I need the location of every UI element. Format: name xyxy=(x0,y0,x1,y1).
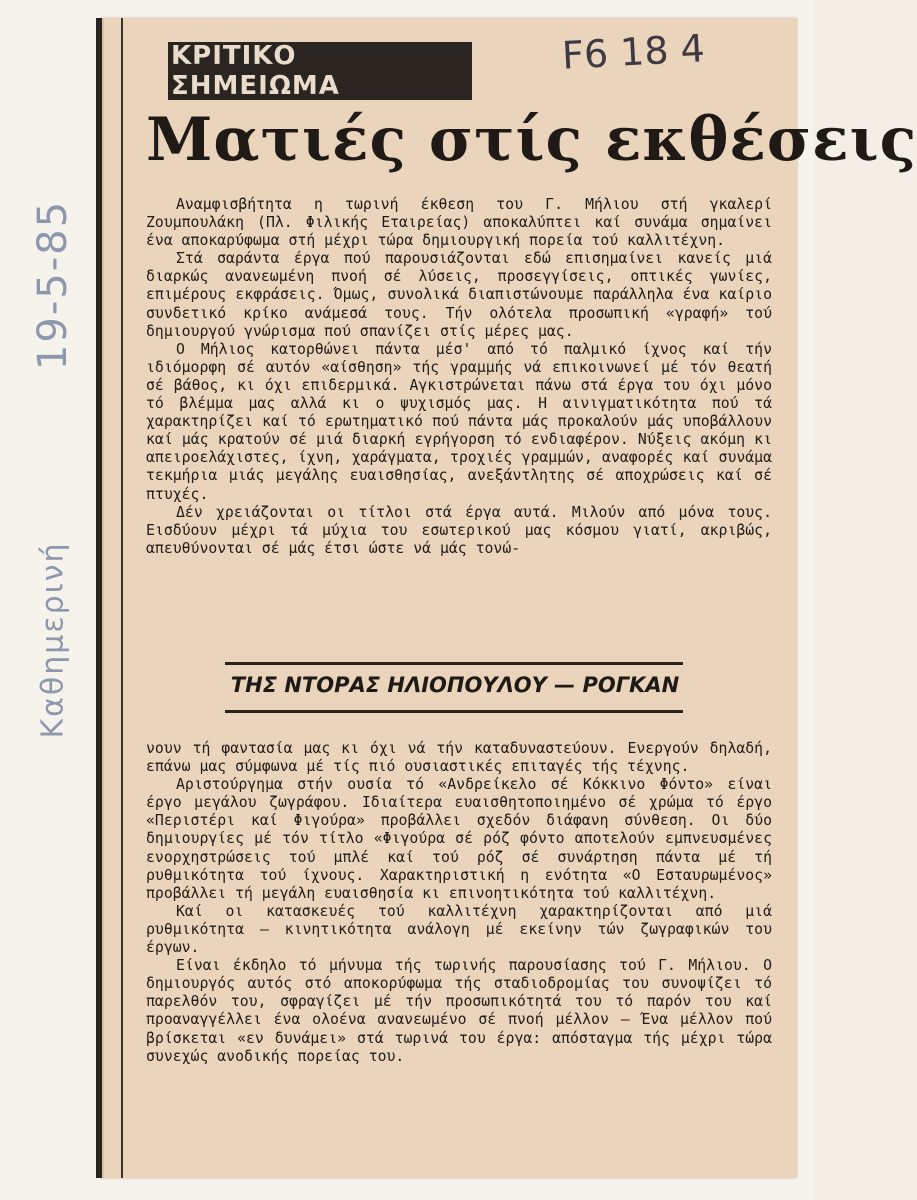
author-byline: ΤΗΣ ΝΤΟΡΑΣ ΗΛΙΟΠΟΥΛΟΥ — ΡΟΓΚΑΝ xyxy=(230,673,680,697)
paragraph: Δέν χρειάζονται οι τίτλοι στά έργα αυτά. Μιλούν από μόνα τους. Εισδύουν μέχρι τά μύχια του εσωτερικού μας κόσμου γιατί, ακριβώς, απευθύνονται σέ μάς έτσι ώστε νά μάς τονώ- xyxy=(146,503,772,557)
article-body-top xyxy=(146,196,772,558)
handwritten-annotation xyxy=(18,170,88,770)
paragraph: Αριστούργημα στήν ουσία τό «Ανδρείκελο σέ Κόκκινο Φόντο» είναι έργο μεγάλου ζωγράφου. Ιδιαίτερα ευαισθητοποιημένο σέ χρώμα τό έργο «Περιστέρι καί Φιγούρα» προβάλλει σχεδόν διάφανη σύνθεση. Οι δύο δημιουργίες μέ τόν τίτλο «Φιγούρα σέ ρόζ φόντο αποτελούν εμπνευσμένες ενορχηστρώσεις τού μπλέ καί τού ρόζ σέ συνάρτηση πάντα μέ τή ρυθμικότητα τού ίχνους. Χαρακτηριστική η ενότητα «Ο Εσταυρωμένος» προβάλλει τή μεγάλη ευαισθησία κι επινοητικότητα τού καλλιτέχνη. xyxy=(146,776,772,902)
paragraph: Είναι έκδηλο τό μήνυμα τής τωρινής παρουσίασης τού Γ. Μήλιου. Ο δημιουργός αυτός στό αποκορύφωμα τής σταδιοδρομίας του συνοψίζει τό παρελθόν του, σφραγίζει μέ τήν προσωπικότητά του τό παρόν του καί προαναγγέλλει ένα ολοένα ανανεωμένο σέ πνοή μέλλον — Ένα μέλλον πού βρίσκεται «εν δυνάμει» στά τωρινά του έργα: απόσταγμα τής μέχρι τώρα συνεχώς ανοδικής πορείας του. xyxy=(146,957,772,1065)
paragraph: Αναμφισβήτητα η τωρινή έκθεση του Γ. Μήλιου στή γκαλερί Ζουμπουλάκη (Πλ. Φιλικής Εταιρείας) αποκαλύπτει καί συνάμα σημαίνει ένα αποκαρύφωμα στή μέχρι τώρα δημιουργική πορεία τού καλλιτέχνη. xyxy=(146,196,772,250)
column-rule-inner xyxy=(121,18,123,1178)
column-rule-outer xyxy=(96,18,102,1178)
section-label-box xyxy=(168,42,472,100)
paragraph: Στά σαράντα έργα πού παρουσιάζονται εδώ επισημαίνει κανείς μιά διαρκώς ανανεωμένη πνοή σέ λύσεις, προσεγγίσεις, οπτικές γωνίες, επιμέρους εκφράσεις. Όμως, συνολικά διαπιστώνουμε παράλληλα ένα καίριο συνδετικό κρίκο ανάμεσά τους. Τήν ολότελα προσωπική «γραφή» τού δημιουργού γνώρισμα πού σπανίζει στίς μέρες μας. xyxy=(146,250,772,340)
handwritten-date: 19-5-85 xyxy=(30,199,76,371)
byline-rule-top xyxy=(225,662,683,665)
handwritten-newspaper-name: Καθημερινή xyxy=(35,541,71,739)
paragraph: Ο Μήλιος κατορθώνει πάντα μέσ' από τό παλμικό ίχνος καί τήν ιδιόμορφη σέ αυτόν «αίσθηση» τής γραμμής νά επικοινωνεί μέ τόν θεατή σέ βάθος, κι όχι επιδερμικά. Αγκιστρώνεται πάνω στά έργα του όχι μόνο τό βλέμμα μας αλλά κι ο ψυχισμός μας. Η αινιγματικότητα πού τά χαρακτηρίζει καί τό ερωτηματικό πού πάντα μάς προκαλούν μάς υποβάλλουν καί μάς κρατούν σέ μιά διαρκή εγρήγορση τό ενδιαφέρον. Νύξεις ακόμη κι απειροελάχιστες, ίχνη, χαράγματα, τροχιές γραμμών, αναφορές καί συνάμα τεκμήρια μιάς μεγάλης ευαισθησίας, ανεξάντλητης σέ αποχρώσεις καί σέ πτυχές. xyxy=(146,340,772,503)
section-label: ΚΡΙΤΙΚΟ ΣΗΜΕΙΩΜΑ xyxy=(171,41,340,101)
byline-rule-bottom xyxy=(225,710,683,713)
archive-code-handwritten: F6 18 4 xyxy=(560,26,706,78)
article-headline: Ματιές στίς εκθέσεις xyxy=(146,105,917,175)
article-body-bottom xyxy=(146,740,772,1066)
paragraph: νουν τή φαντασία μας κι όχι νά τήν καταδυναστεύουν. Ενεργούν δηλαδή, επάνω μας σύμφωνα μέ τίς πιό ουσιαστικές επιταγές τής τέχνης. xyxy=(146,740,772,776)
paragraph: Καί οι κατασκευές τού καλλιτέχνη χαρακτηρίζονται από μιά ρυθμικότητα — κινητικότητα ανάλογη μέ εκείνην τών ζωγραφικών του έργων. xyxy=(146,902,772,957)
